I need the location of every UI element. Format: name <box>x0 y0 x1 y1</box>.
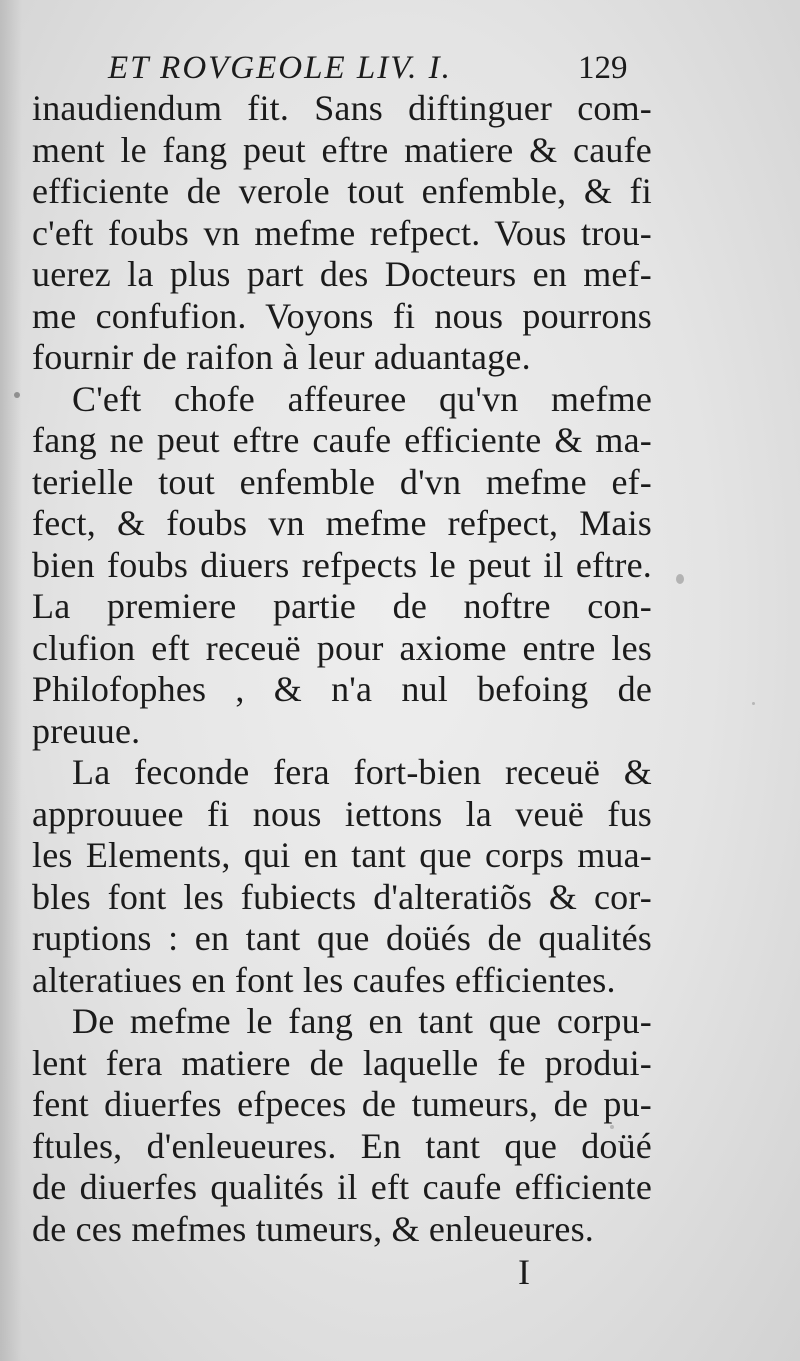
text-line: alteratiues en font les caufes efficientes. <box>32 959 616 1000</box>
text-line: approuuee fi nous iettons la veuë fus <box>32 793 652 834</box>
text-line: La feconde fera fort-bien receuë & <box>72 752 652 792</box>
text-line: De mefme le fang en tant que corpu- <box>72 1001 652 1041</box>
body-text <box>32 88 652 1250</box>
paper-speck <box>14 392 20 398</box>
text-line: fang ne peut eftre caufe efficiente & ma- <box>32 420 652 460</box>
text-line: les Elements, qui en tant que corps mua- <box>32 835 652 875</box>
signature-mark: I <box>518 1252 530 1292</box>
text-line: clufion eft receuë pour axiome entre les <box>32 627 652 668</box>
text-line: terielle tout enfemble d'vn mefme ef- <box>32 461 652 502</box>
text-line: bien foubs diuers refpects le peut il eftre. <box>32 544 652 585</box>
running-head-title: ET ROVGEOLE LIV. I. <box>108 50 452 86</box>
page-number: 129 <box>578 50 628 86</box>
text-line: ftules, d'enleueures. En tant que doüé <box>32 1125 652 1166</box>
text-line: ruptions : en tant que doüés de qualités <box>32 918 652 958</box>
text-line: c'eft foubs vn mefme refpect. Vous trou- <box>32 212 652 253</box>
text-line: fent diuerfes efpeces de tumeurs, de pu- <box>32 1084 652 1124</box>
text-line: bles font les fubiects d'alteratiõs & cor- <box>32 876 652 917</box>
text-line: preuue. <box>32 710 141 751</box>
text-line: Philofophes , & n'a nul befoing de <box>32 669 652 709</box>
text-line: uerez la plus part des Docteurs en mef- <box>32 254 652 294</box>
text-line: me confufion. Voyons fi nous pourrons <box>32 295 652 336</box>
text-line: C'eft chofe affeuree qu'vn mefme <box>72 378 652 419</box>
text-line: inaudiendum fit. Sans diftinguer com- <box>32 88 652 128</box>
paper-speck <box>610 1125 614 1129</box>
page-gutter-shadow <box>0 0 22 1361</box>
text-line: La premiere partie de noftre con- <box>32 586 652 626</box>
text-line: lent fera matiere de laquelle fe produi- <box>32 1042 652 1083</box>
text-line: fournir de raifon à leur aduantage. <box>32 337 531 377</box>
text-line: efficiente de verole tout enfemble, & fi <box>32 171 652 211</box>
text-line: fect, & foubs vn mefme refpect, Mais <box>32 503 652 543</box>
paper-speck <box>752 702 755 705</box>
text-line: ment le fang peut eftre matiere & caufe <box>32 129 652 170</box>
text-line: de ces mefmes tumeurs, & enleueures. <box>32 1208 595 1249</box>
text-line: de diuerfes qualités il eft caufe efficiente <box>32 1167 652 1207</box>
paper-speck <box>676 574 684 584</box>
